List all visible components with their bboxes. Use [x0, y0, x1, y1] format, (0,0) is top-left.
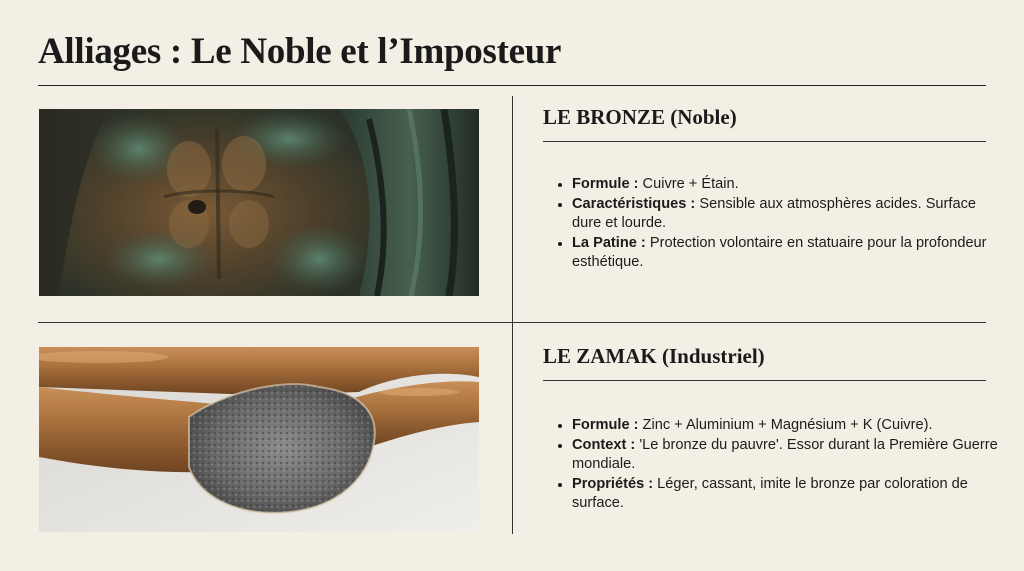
page-title: Alliages : Le Noble et l’Imposteur — [38, 31, 562, 72]
row-divider — [38, 322, 986, 323]
point-key: Caractéristiques : — [572, 195, 696, 212]
point-key: Context : — [572, 436, 636, 453]
bronze-points-list — [555, 175, 1002, 273]
point-key: La Patine : — [572, 234, 646, 251]
list-item — [572, 195, 1002, 234]
list-item — [572, 436, 1002, 475]
zamak-points-list — [555, 416, 1002, 514]
bronze-heading-rule — [543, 141, 986, 142]
zamak-heading-rule — [543, 380, 986, 381]
point-text: Zinc + Aluminium + Magnésium + K (Cuivre). — [642, 417, 933, 433]
point-key: Formule : — [572, 176, 639, 192]
list-item — [572, 416, 1002, 436]
bronze-statue-torso-photo — [39, 109, 479, 296]
point-text: 'Le bronze du pauvre'. Essor durant la Première Guerre mondiale. — [572, 436, 998, 473]
list-item — [572, 234, 1002, 273]
point-text: Cuivre + Étain. — [642, 176, 739, 192]
point-text: Léger, cassant, imite le bronze par coloration de surface. — [572, 475, 968, 512]
bronze-heading: LE BRONZE (Noble) — [543, 105, 737, 129]
point-text: Protection volontaire en statuaire pour la profondeur esthétique. — [572, 234, 987, 271]
title-divider — [38, 85, 986, 86]
point-key: Formule : — [572, 417, 639, 433]
list-item — [572, 175, 1002, 195]
point-key: Propriétés : — [572, 475, 654, 492]
list-item — [572, 475, 1002, 514]
broken-zamak-casting-photo — [39, 347, 479, 532]
point-text: Sensible aux atmosphères acides. Surface dure et lourde. — [572, 195, 976, 232]
column-divider — [512, 96, 513, 534]
zamak-heading: LE ZAMAK (Industriel) — [543, 344, 765, 368]
